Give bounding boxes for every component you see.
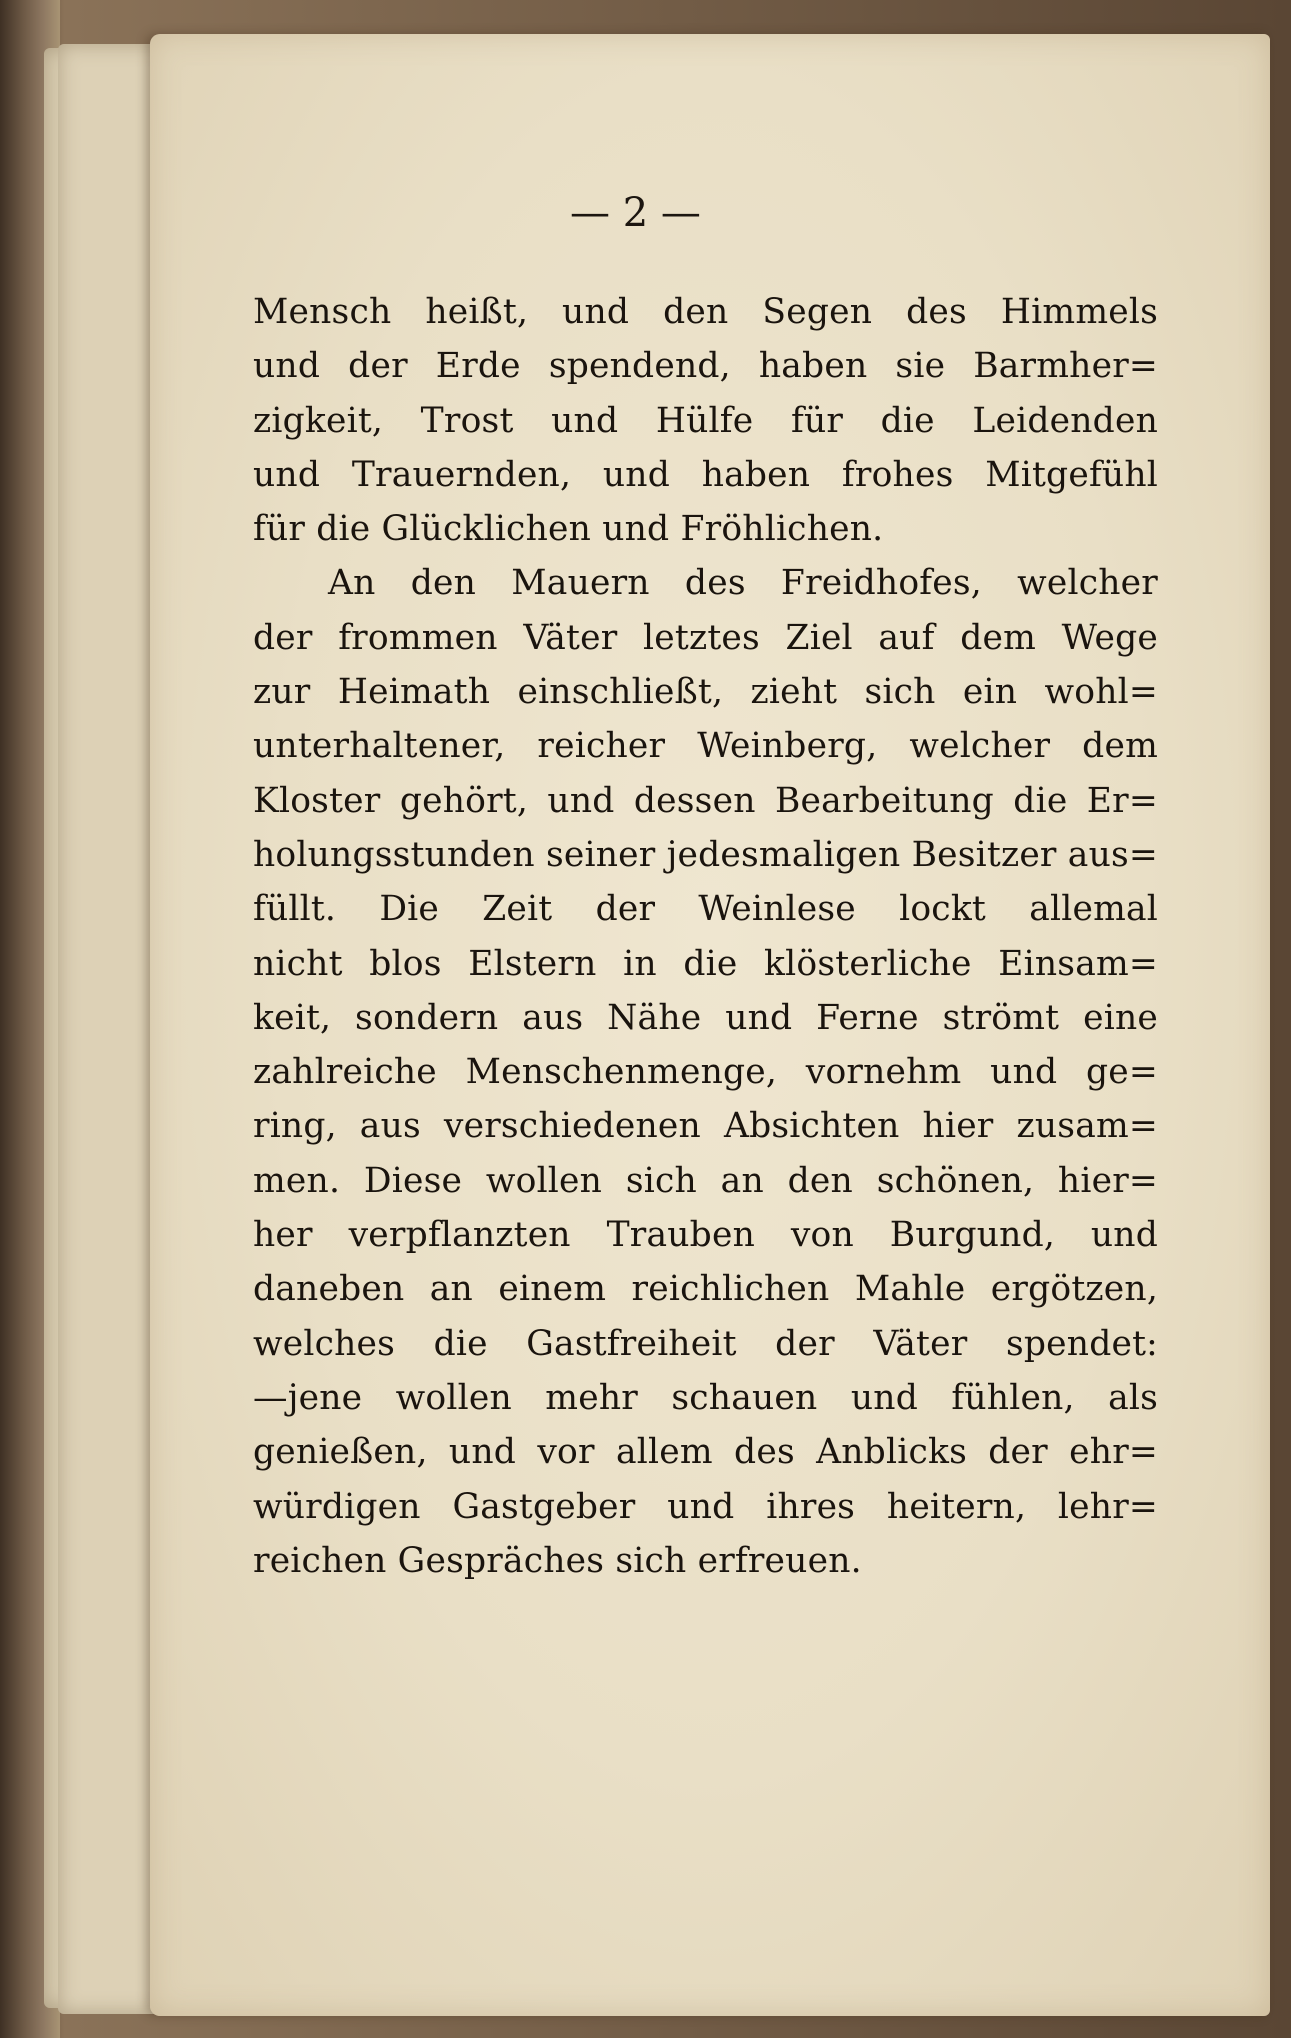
text-line: füllt. Die Zeit der Weinlese lockt allemal <box>253 889 1158 930</box>
text-line: der frommen Väter letztes Ziel auf dem Wege <box>253 617 1158 658</box>
text-line: und der Erde spendend, haben sie Barmher= <box>253 346 1158 387</box>
body-text <box>253 285 1158 1588</box>
text-line: nicht blos Elstern in die klösterliche Einsam= <box>253 943 1158 984</box>
text-line: unterhaltener, reicher Weinberg, welcher dem <box>253 726 1158 767</box>
text-line: Kloster gehört, und dessen Bearbeitung die Er= <box>253 780 1158 821</box>
text-line: An den Mauern des Freidhofes, welcher <box>328 563 1158 604</box>
text-line: ring, aus verschiedenen Absichten hier zusam= <box>253 1106 1158 1147</box>
text-line: für die Glücklichen und Fröhlichen. <box>253 509 884 550</box>
text-line: würdigen Gastgeber und ihres heitern, lehr= <box>253 1486 1158 1527</box>
text-line: reichen Gespräches sich erfreuen. <box>253 1540 862 1581</box>
text-line: zahlreiche Menschenmenge, vornehm und ge= <box>253 1052 1158 1093</box>
text-line: zigkeit, Trost und Hülfe für die Leidenden <box>253 400 1158 441</box>
text-line: holungsstunden seiner jedesmaligen Besitzer aus= <box>253 834 1158 875</box>
page-number: — 2 — <box>570 190 701 236</box>
text-line: —jene wollen mehr schauen und fühlen, als <box>253 1377 1158 1418</box>
text-line: genießen, und vor allem des Anblicks der ehr= <box>253 1432 1158 1473</box>
text-line: men. Diese wollen sich an den schönen, hier= <box>253 1160 1158 1201</box>
text-line: welches die Gastfreiheit der Väter spendet: <box>253 1323 1158 1364</box>
text-line: Mensch heißt, und den Segen des Himmels <box>253 292 1158 332</box>
text-line: keit, sondern aus Nähe und Ferne strömt eine <box>253 997 1158 1038</box>
text-line: daneben an einem reichlichen Mahle ergötzen, <box>253 1269 1158 1310</box>
text-line: her verpflanzten Trauben von Burgund, und <box>253 1215 1158 1256</box>
text-line: zur Heimath einschließt, zieht sich ein wohl= <box>253 672 1158 713</box>
text-line: und Trauernden, und haben frohes Mitgefühl <box>253 454 1158 495</box>
